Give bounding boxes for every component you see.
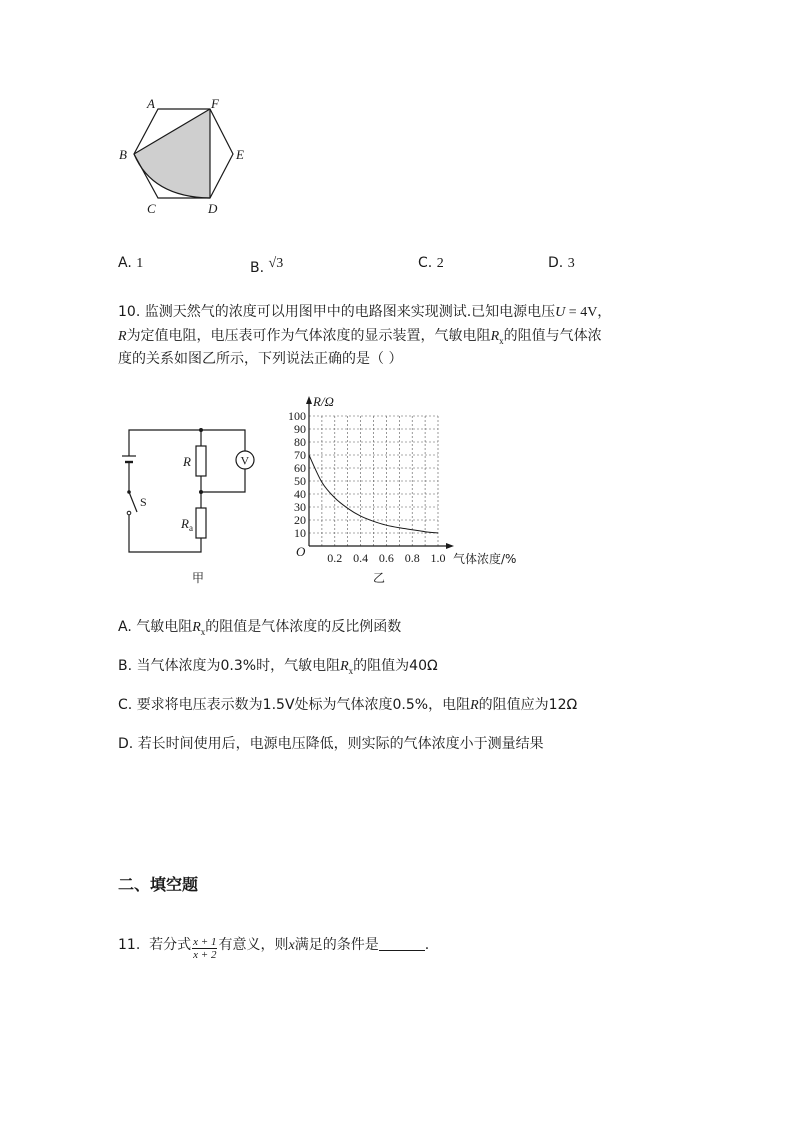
x-axis-label: 气体浓度/%	[453, 552, 517, 566]
q10-line-1: 10. 监测天然气的浓度可以用图甲中的电路图来实现测试.已知电源电压U = 4V，	[118, 304, 612, 320]
q10-option-a: A. 气敏电阻$R_x$的阻值是气体浓度的反比例函数	[118, 619, 402, 637]
circuit-diagram	[115, 415, 265, 590]
battery-icon	[122, 447, 136, 470]
x-tick-label: 0.8	[404, 551, 420, 565]
q9-option-b: B. √3	[250, 256, 284, 276]
vertex-d: D	[208, 201, 218, 216]
answer-blank[interactable]	[379, 936, 425, 951]
x-tick-label: 0.4	[353, 551, 369, 565]
y-tick-label: 10	[294, 526, 306, 540]
y-tick-label: 60	[294, 461, 306, 475]
y-tick-label: 20	[294, 513, 306, 527]
y-tick-label: 30	[294, 500, 306, 514]
vertex-a: A	[147, 96, 155, 111]
voltmeter-label: V	[240, 453, 250, 468]
resistance-concentration-chart	[282, 392, 544, 592]
x-axis-arrow-icon	[446, 543, 454, 549]
x-tick-label: 0.2	[327, 551, 343, 565]
x-tick-label: 0.6	[378, 551, 394, 565]
q10-option-d: D. 若长时间使用后，电源电压降低，则实际的气体浓度小于测量结果	[118, 736, 544, 752]
q10-option-c: C. 要求将电压表示数为1.5V处标为气体浓度0.5%，电阻R的阻值应为12Ω	[118, 697, 578, 713]
caption-yi: 乙	[373, 571, 386, 585]
junction-top	[199, 428, 203, 432]
y-tick-label: 100	[288, 409, 306, 423]
chart-axes	[306, 396, 454, 549]
switch-contact-top	[127, 490, 131, 494]
y-tick-label: 70	[294, 448, 306, 462]
label-r: R	[183, 454, 191, 469]
hexagon-figure	[115, 95, 255, 220]
vertex-c: C	[147, 201, 156, 216]
x-tick-labels	[327, 551, 445, 565]
junction-middle	[199, 490, 203, 494]
switch-label: S	[140, 495, 147, 509]
section-title: 二、填空题	[118, 875, 199, 894]
y-axis-label: R/Ω	[313, 394, 334, 409]
chart-grid	[309, 416, 438, 546]
label-ra: $R_a$	[181, 516, 193, 533]
sqrt3: √3	[268, 256, 284, 271]
vertex-b: B	[119, 147, 127, 162]
q11-line: 11. 若分式 $\frac{x + 1}{x + 2}$ 有意义，则x满足的条件是 .	[118, 936, 430, 961]
switch-blade	[129, 492, 137, 512]
q10-line-3: 度的关系如图乙所示，下列说法正确的是（ ）	[118, 351, 403, 367]
origin-label: O	[296, 544, 306, 559]
y-tick-labels	[288, 409, 306, 540]
resistor-r	[196, 446, 206, 476]
y-tick-label: 40	[294, 487, 306, 501]
q9-option-d: D. 3	[548, 255, 575, 271]
fraction: $\frac{x + 1}{x + 2}$	[193, 936, 217, 961]
caption-jia: 甲	[192, 571, 205, 585]
vertex-f: F	[211, 96, 219, 111]
q11-number: 11.	[118, 937, 141, 953]
q10-number: 10.	[118, 304, 141, 320]
vertex-e: E	[236, 147, 244, 162]
resistor-ra	[196, 508, 206, 538]
switch-contact-bottom	[127, 511, 131, 515]
y-axis-arrow-icon	[306, 396, 312, 404]
q10-option-b: B. 当气体浓度为0.3%时，气敏电阻$R_x$的阻值为40Ω	[118, 658, 438, 676]
q10-line-2: R为定值电阻，电压表可作为气体浓度的显示装置，气敏电阻$R_x$的阻值与气体浓	[118, 328, 602, 346]
shaded-region	[134, 109, 210, 198]
y-tick-label: 50	[294, 474, 306, 488]
y-tick-label: 90	[294, 422, 306, 436]
q9-option-a: A. 1	[118, 255, 144, 271]
y-tick-label: 80	[294, 435, 306, 449]
q9-option-c: C. 2	[418, 255, 444, 271]
x-tick-label: 1.0	[430, 551, 446, 565]
